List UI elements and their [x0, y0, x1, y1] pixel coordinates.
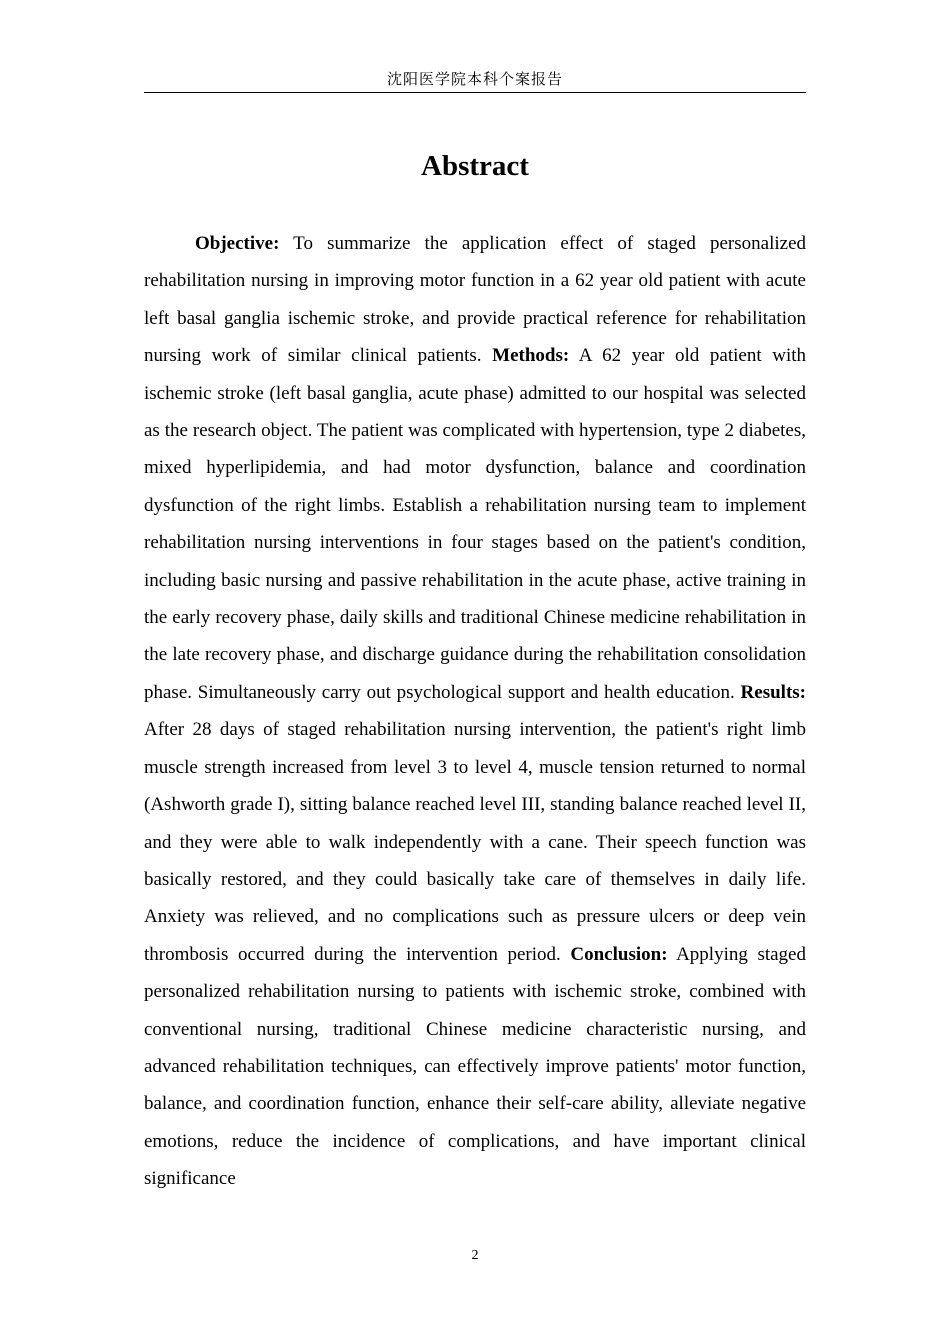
results-text: After 28 days of staged rehabilitation nursing intervention, the patient's right limb muscle strength increased from level 3 to level 4, muscle tension returned to normal (Ashworth grade I), sitting balance reached level III, standing balance reached level II, and they were able to walk independently with a cane. Their speech function was basically restored, and they could basically take care of themselves in daily life. Anxiety was relieved, and no complications such as pressure ulcers or deep vein thrombosis occurred during the intervention period. [144, 719, 806, 965]
conclusion-text: Applying staged personalized rehabilitation nursing to patients with ischemic stroke, combined with conventional nursing, traditional Chinese medicine characteristic nursing, and advanced rehabilitation techniques, can effectively improve patients' motor function, balance, and coordination function, enhance their self-care ability, alleviate negative emotions, reduce the incidence of complications, and have important clinical significance [144, 943, 806, 1190]
abstract-title: Abstract [421, 150, 529, 182]
page-number: 2 [471, 1248, 479, 1263]
conclusion-label: Conclusion: [570, 943, 668, 965]
page-header [144, 68, 806, 93]
running-title: 沈阳医学院本科个案报告 [386, 70, 563, 88]
results-label: Results: [740, 681, 806, 703]
abstract-body [144, 225, 806, 1237]
methods-text: A 62 year old patient with ischemic stroke (left basal ganglia, acute phase) admitted to our hospital was selected as the research object. The patient was complicated with hypertension, type 2 diabetes, mixed hyperlipidemia, and had motor dysfunction, balance and coordination dysfunction of the right limbs. Establish a rehabilitation nursing team to implement rehabilitation nursing interventions in four stages based on the patient's condition, including basic nursing and passive rehabilitation in the acute phase, active training in the early recovery phase, daily skills and traditional Chinese medicine rehabilitation in the late recovery phase, and discharge guidance during the rehabilitation consolidation phase. Simultaneously carry out psychological support and health education. [144, 345, 806, 703]
objective-label: Objective: [195, 233, 280, 254]
methods-label: Methods: [492, 345, 570, 367]
objective-text: To summarize the application effect of staged personalized rehabilitation nursing in improving motor function in a 62 year old patient with acute left basal ganglia ischemic stroke, and provide practical reference for rehabilitation nursing work of similar clinical patients. [144, 233, 806, 367]
